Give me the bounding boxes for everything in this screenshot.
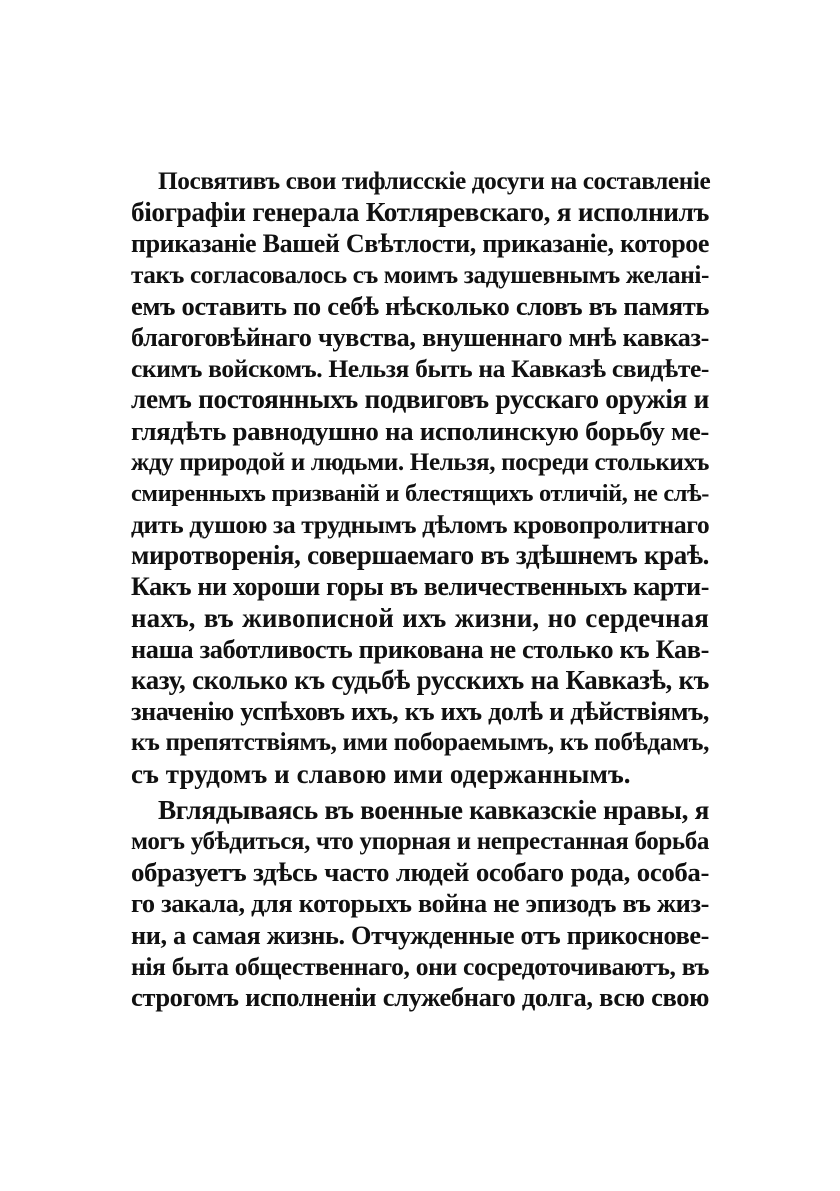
text-line: къ препятствіямъ, ими побораемымъ, къ побѣдамъ,: [131, 729, 709, 757]
text-line: могъ убѣдиться, что упорная и непрестанная борьба: [131, 827, 709, 855]
text-line: біографіи генерала Котляревскаго, я исполнилъ: [131, 197, 709, 228]
text-line: смиренныхъ призваній и блестящихъ отличій, не слѣ-: [131, 479, 709, 507]
text-line: лемъ постоянныхъ подвиговъ русскаго оружія и: [131, 384, 709, 415]
text-line: строгомъ исполненіи служебнаго долга, всю свою: [131, 981, 709, 1012]
text-line: емъ оставить по себѣ нѣсколько словъ въ память: [131, 290, 709, 321]
text-line: нахъ, въ живописной ихъ жизни, но сердечная: [131, 602, 709, 633]
body-text: [131, 166, 709, 1013]
text-line: Вглядываясь въ военные кавказскіе нравы, я: [158, 794, 709, 825]
text-line: Посвятивъ свои тифлисскіе досуги на составленіе: [158, 167, 711, 195]
text-line: съ трудомъ и славою ими одержаннымъ.: [131, 758, 631, 789]
text-line: ни, а самая жизнь. Отчужденные отъ прикоснове-: [131, 920, 709, 950]
text-line: миротворенія, совершаемаго въ здѣшнемъ краѣ.: [131, 540, 709, 571]
text-line: нія быта общественнаго, они сосредоточиваютъ, въ: [131, 951, 709, 981]
paragraph-2: [131, 795, 709, 1013]
paragraph-1: [131, 166, 709, 790]
text-line: приказаніе Вашей Свѣтлости, приказаніе, которое: [131, 229, 709, 259]
text-line: образуетъ здѣсь часто людей особаго рода, особа-: [131, 857, 709, 888]
text-line: скимъ войскомъ. Нельзя быть на Кавказѣ свидѣте-: [131, 354, 709, 384]
text-line: жду природой и людьми. Нельзя, посреди столькихъ: [131, 448, 709, 476]
text-line: глядѣть равнодушно на исполинскую борьбу ме-: [131, 415, 709, 446]
text-line: дить душою за труднымъ дѣломъ кровопролитнаго: [131, 510, 710, 540]
text-line: Какъ ни хороши горы въ величественныхъ карти-: [131, 572, 709, 602]
text-line: значенію успѣховъ ихъ, къ ихъ долѣ и дѣйствіямъ,: [131, 697, 709, 727]
text-line: благоговѣйнаго чувства, внушеннаго мнѣ кавказ-: [131, 322, 709, 352]
text-line: такъ согласовалось съ моимъ задушевнымъ желані-: [131, 260, 709, 289]
text-line: го закала, для которыхъ война не эпизодъ въ жиз-: [131, 889, 709, 919]
text-line: наша заботливость прикована не столько къ Кав-: [131, 634, 709, 664]
text-line: казу, сколько къ судьбѣ русскихъ на Кавказѣ, къ: [131, 665, 709, 695]
